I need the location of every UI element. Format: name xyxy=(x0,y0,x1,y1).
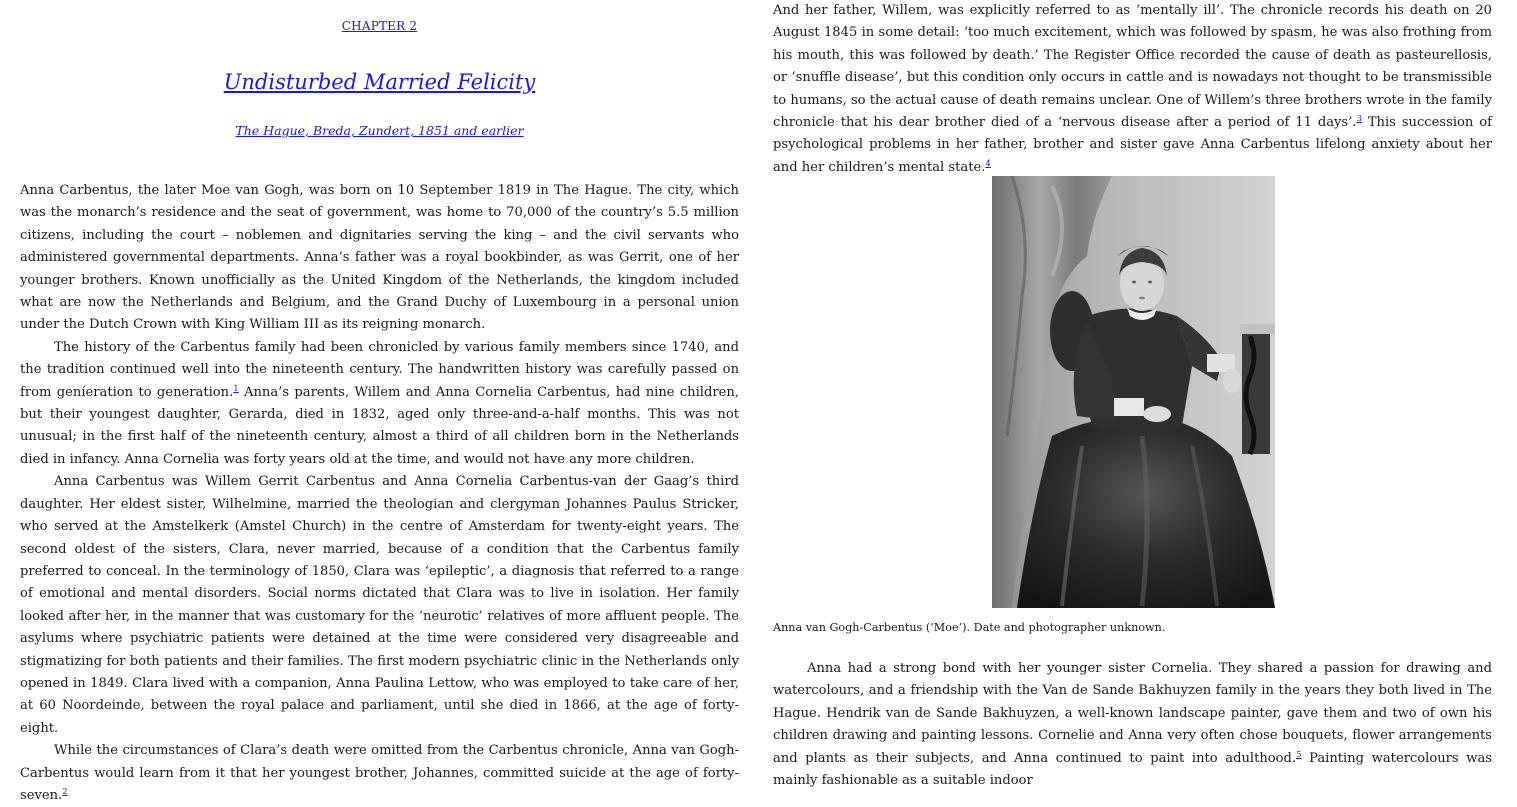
footnote-ref-2 xyxy=(62,787,67,797)
paragraph-6-text-before: Anna had a strong bond with her younger sister Cornelia. They shared a passion for drawing and watercolours, and a friendship with the Van de Sande Bakhuyzen family in the years they both lived in The Hague. Hendrik van de Sande Bakhuyzen, a well-known landscape painter, gave them and two of own his children drawing and painting lessons. Cornelie and Anna very often chose bouquets, flower arrangements and plants as their subjects, and Anna continued to paint into adulthood. xyxy=(773,661,1492,766)
paragraph-5-text-middle: This succession of psychological problems in her father, brother and sister gave Anna Carbentus lifelong anxiety about her and her children’s mental state. xyxy=(773,115,1492,175)
footnote-link-3[interactable]: 3 xyxy=(1356,114,1362,125)
paragraph-6 xyxy=(773,658,1492,792)
paragraph-4-text-before: While the circumstances of Clara’s death were omitted from the Carbentus chronicle, Anna van Gogh-Carbentus would learn from it that her youngest brother, Johannes, committed suicide at the age of forty-seven. xyxy=(20,743,739,803)
paragraph-2-text-after: Anna’s parents, Willem and Anna Cornelia Carbentus, had nine children, but their youngest daughter, Gerarda, died in 1832, aged only three-and-a-half months. This was not unusual; in the first half of the nineteenth century, almost a third of all children born in the Netherlands died in infancy. Anna Cornelia was forty years old at the time, and would not have any more children. xyxy=(20,384,739,467)
footnote-link-2[interactable]: 2 xyxy=(62,786,68,797)
chapter-subtitle-link[interactable]: The Hague, Breda, Zundert, 1851 and earlier xyxy=(235,123,524,138)
paragraph-5-text-before: And her father, Willem, was explicitly referred to as ‘mentally ill’. The chronicle records his death on 20 August 1845 in some detail: ‘too much excitement, which was followed by spasm, he was also frothing from his mouth, this was followed by death.’ The Register Office recorded the cause of death as pasteurellosis, or ‘snuffle disease’, but this condition only occurs in cattle and is nowadays not thought to be transmissible to humans, so the actual cause of death remains unclear. One of Willem’s three brothers wrote in the family chronicle that his dear brother died of a ‘nervous disease after a period of 11 days’. xyxy=(773,3,1492,131)
portrait-photo xyxy=(992,176,1275,608)
chapter-label-link[interactable]: CHAPTER 2 xyxy=(341,19,418,33)
right-bottom-text xyxy=(773,658,1492,792)
paragraph-4 xyxy=(20,740,739,807)
right-top-text xyxy=(773,0,1492,179)
left-body-text xyxy=(20,180,739,807)
chapter-title xyxy=(20,70,739,94)
paragraph-1: Anna Carbentus, the later Moe van Gogh, was born on 10 September 1819 in The Hague. The city, which was the monarch’s residence and the seat of government, was home to 70,000 of the country’s 5.5 million citizens, including the court – noblemen and dignitaries serving the king – and the civil servants who administered governmental departments. Anna’s father was a royal bookbinder, as was Gerrit, one of her younger brothers. Known unofficially as the United Kingdom of the Netherlands, the kingdom included what are now the Netherlands and Belgium, and the Grand Duchy of Luxembourg in a personal union under the Dutch Crown with King William III as its reigning monarch. xyxy=(20,183,739,333)
chapter-subtitle xyxy=(20,123,739,138)
paragraph-2-text-before: The history of the Carbentus family had been chronicled by various family members since 1740, and the tradition continued well into the nineteenth century. The handwritten history was carefully passed on from geníeration to generation. xyxy=(20,339,739,400)
paragraph-3: Anna Carbentus was Willem Gerrit Carbentus and Anna Cornelia Carbentus-van der Gaag’s third daughter. Her eldest sister, Wilhelmine, married the theologian and clergyman Johannes Paulus Stricker, who served at the Amstelkerk (Amstel Church) in the centre of Amsterdam for twenty-eight years. The second oldest of the sisters, Clara, never married, because of a condition that the Carbentus family preferred to conceal. In the terminology of 1850, Clara was ‘epileptic’, a diagnosis that referred to a range of emotional and mental disorders. Social norms dictated that Clara was to live in isolation. Her family looked after her, in the manner that was customary for the ‘neurotic’ relatives of more affluent people. The asylums where psychiatric patients were detained at the time were considered very disagreeable and stigmatizing for both patients and their families. The first modern psychiatric clinic in the Netherlands only opened in 1849. Clara lived with a companion, Anna Paulina Lettow, who was employed to take care of her, at 60 Noordeinde, between the royal palace and parliament, until she died in 1866, at the age of forty-eight. xyxy=(20,474,739,736)
left-page xyxy=(20,0,739,803)
portrait-image xyxy=(992,176,1275,608)
paragraph-5 xyxy=(773,0,1492,179)
footnote-ref-4 xyxy=(985,159,990,169)
footnote-link-4[interactable]: 4 xyxy=(985,158,991,169)
paragraph-6-text-after: Painting watercolours was mainly fashionable as a suitable indoor xyxy=(773,750,1492,789)
figure-caption: Anna van Gogh-Carbentus (‘Moe’). Date and photographer unknown. xyxy=(773,621,1166,634)
paragraph-2 xyxy=(20,337,739,471)
footnote-link-1[interactable]: 1 xyxy=(233,383,239,394)
chapter-label xyxy=(20,19,739,33)
footnote-link-5[interactable]: 5 xyxy=(1296,749,1302,760)
right-page xyxy=(773,0,1492,790)
chapter-title-link[interactable]: Undisturbed Married Felicity xyxy=(223,70,536,94)
